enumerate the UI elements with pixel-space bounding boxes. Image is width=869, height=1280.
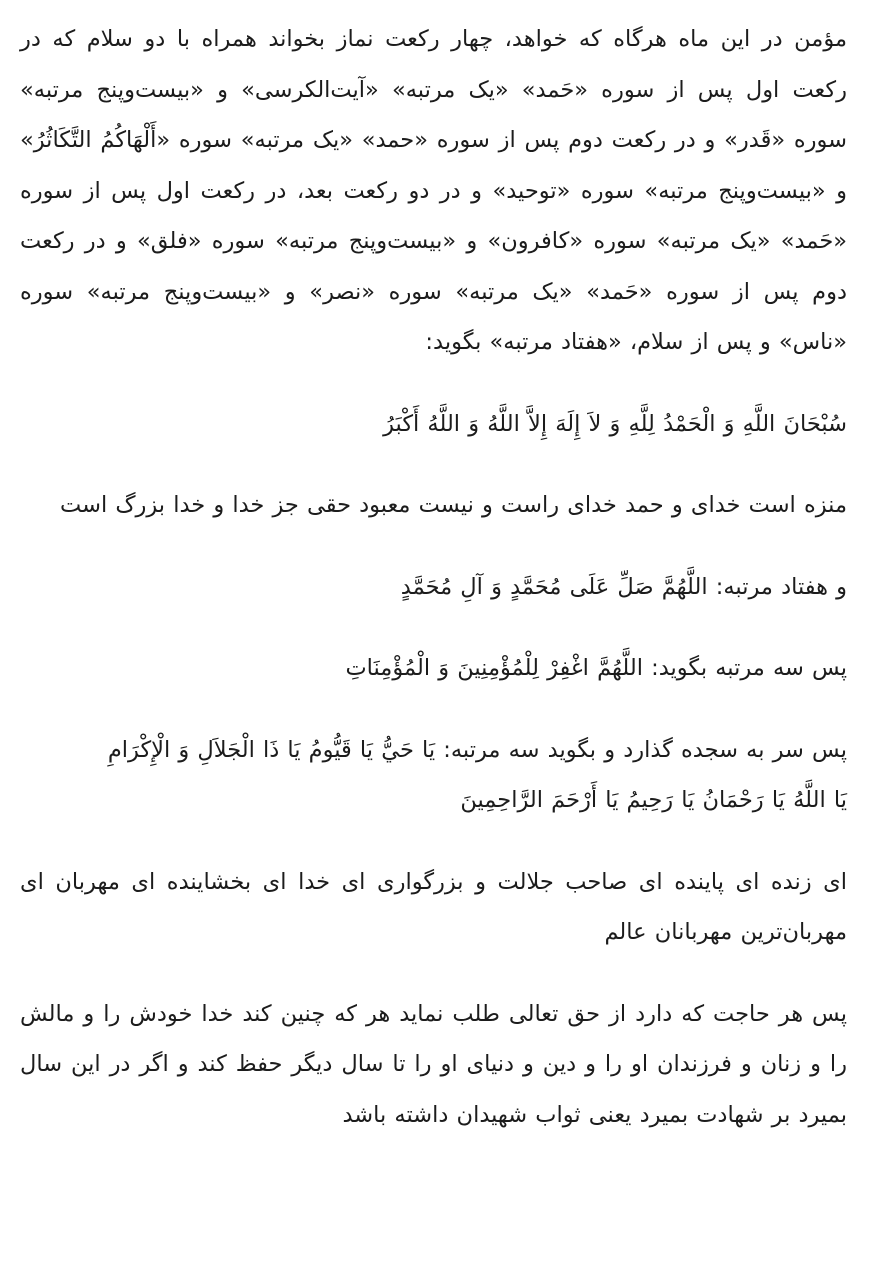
istighfar-paragraph: پس سه مرتبه بگوید: اللَّهُمَّ اغْفِرْ لِلْمُؤْمِنِينَ وَ الْمُؤْمِنَاتِ (345, 655, 847, 681)
tasbih-translation: منزه است خدای و حمد خدای راست و نیست معبود حقی جز خدا و خدا بزرگ است (60, 492, 847, 518)
salawat-paragraph: و هفتاد مرتبه: اللَّهُمَّ صَلِّ عَلَى مُحَمَّدٍ وَ آلِ مُحَمَّدٍ (400, 573, 847, 600)
document-body (20, 14, 847, 1140)
tasbih-arabic: سُبْحَانَ اللَّهِ وَ الْحَمْدُ لِلَّهِ وَ لاَ إِلَهَ إِلاَّ اللَّهُ وَ اللَّهُ أَكْبَرُ (383, 410, 847, 437)
closing-paragraph: پس هر حاجت که دارد از حق تعالی طلب نماید هر که چنین کند خدا خودش را و مالش را و زنان و فرزندان او را و دین و دنیای او را تا سال دیگر حفظ کند و اگر در این سال بمیرد بر شهادت بمیرد یعنی ثواب شهیدان داشته باشد (20, 1000, 847, 1128)
intro-paragraph: مؤمن در این ماه هرگاه که خواهد، چهار رکعت نماز بخواند همراه با دو سلام که در رکعت اول پس از سوره «حَمد» «یک مرتبه» «آیت‌الکرسی» و «بیست‌وپنج مرتبه» سوره «قَدر» و در رکعت دوم پس از سوره «حمد» «یک مرتبه» سوره «أَلْهَاكُمُ التَّكَاثُرُ» و «بیست‌وپنج مرتبه» سوره «توحید» و در دو رکعت بعد، در رکعت اول پس از سوره «حَمد» «یک مرتبه» سوره «کافرون» و «بیست‌وپنج مرتبه» سوره «فلق» و در رکعت دوم پس از سوره «حَمد» «یک مرتبه» سوره «نصر» و «بیست‌وپنج مرتبه» سوره «ناس» و پس از سلام، «هفتاد مرتبه» بگوید: (20, 26, 847, 355)
sajdah-line-2: يَا اللَّهُ يَا رَحْمَانُ يَا رَحِيمُ يَا أَرْحَمَ الرَّاحِمِينَ (460, 787, 847, 813)
sajdah-paragraph (20, 725, 847, 826)
sajdah-line-1: پس سر به سجده گذارد و بگوید سه مرتبه: يَا حَيُّ يَا قَيُّومُ يَا ذَا الْجَلاَلِ وَ الْإِكْرَامِ (107, 736, 847, 763)
sajdah-translation: ای زنده ای پاینده ای صاحب جلالت و بزرگواری ای خدا ای بخشاینده ای مهربان ای مهربان‌ترین مهربانان عالم (20, 868, 847, 945)
